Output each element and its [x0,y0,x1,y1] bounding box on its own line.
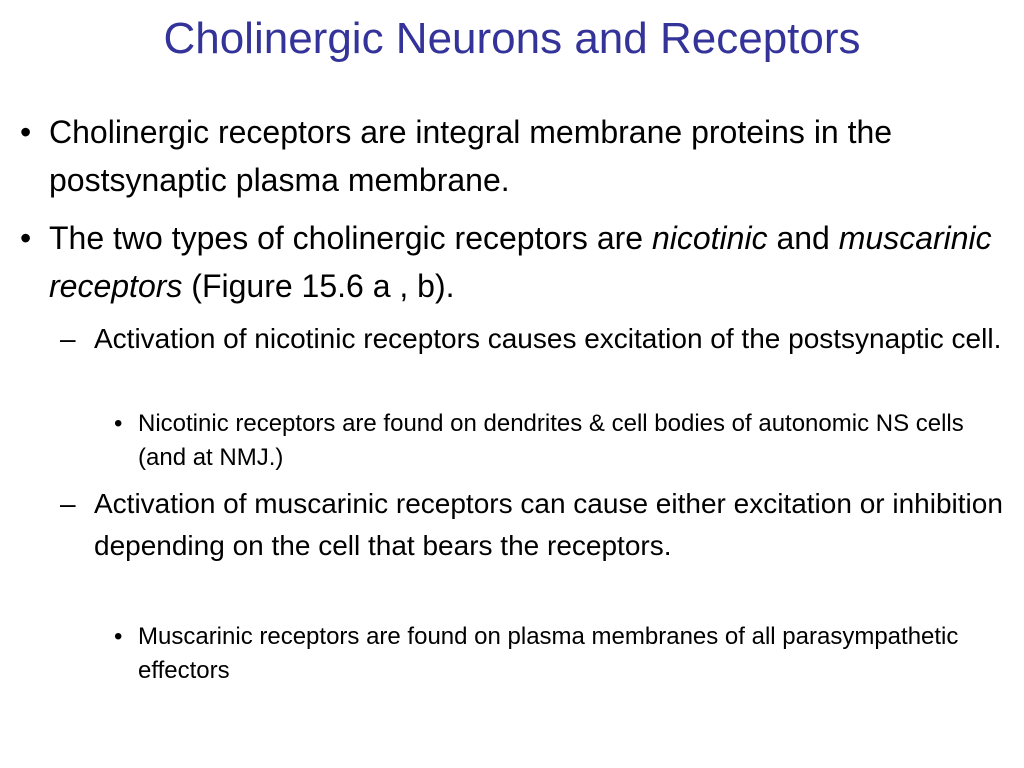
sub-bullet-2 [60,483,1010,567]
bullet-text: Cholinergic receptors are integral membrane proteins in the postsynaptic plasma membrane. [49,114,893,198]
emphasis-muscarinic: muscarinic receptors [49,220,992,304]
bullet-marker: • [114,623,123,650]
dash-marker: – [60,323,76,354]
bullet-marker: • [114,410,123,437]
bullet-text-part: and [767,220,839,256]
bullet-text-part: The two types of cholinergic receptors are [49,220,652,256]
bullet-2 [20,214,1010,310]
sub-bullet-text: Activation of muscarinic receptors can cause either excitation or inhibition depending on the cell that bears the receptors. [94,488,1003,561]
sub-sub-bullet-1 [114,407,1014,475]
sub-sub-bullet-2 [114,620,1014,688]
emphasis-nicotinic: nicotinic [651,220,768,256]
bullet-text [49,214,1010,310]
sub-sub-bullet-text: Muscarinic receptors are found on plasma membranes of all parasympathetic effectors [138,623,959,684]
sub-bullet-1 [60,318,1010,360]
dash-marker: – [60,488,76,519]
bullet-text-part: (Figure 15.6 a , b). [182,268,455,304]
sub-bullet-text: Activation of nicotinic receptors causes excitation of the postsynaptic cell. [94,323,1002,354]
bullet-marker: • [20,114,32,150]
slide-title: Cholinergic Neurons and Receptors [163,14,861,63]
bullet-1 [20,108,1010,204]
bullet-marker: • [20,220,32,256]
sub-sub-bullet-text: Nicotinic receptors are found on dendrites & cell bodies of autonomic NS cells (and at NMJ.) [138,410,964,471]
